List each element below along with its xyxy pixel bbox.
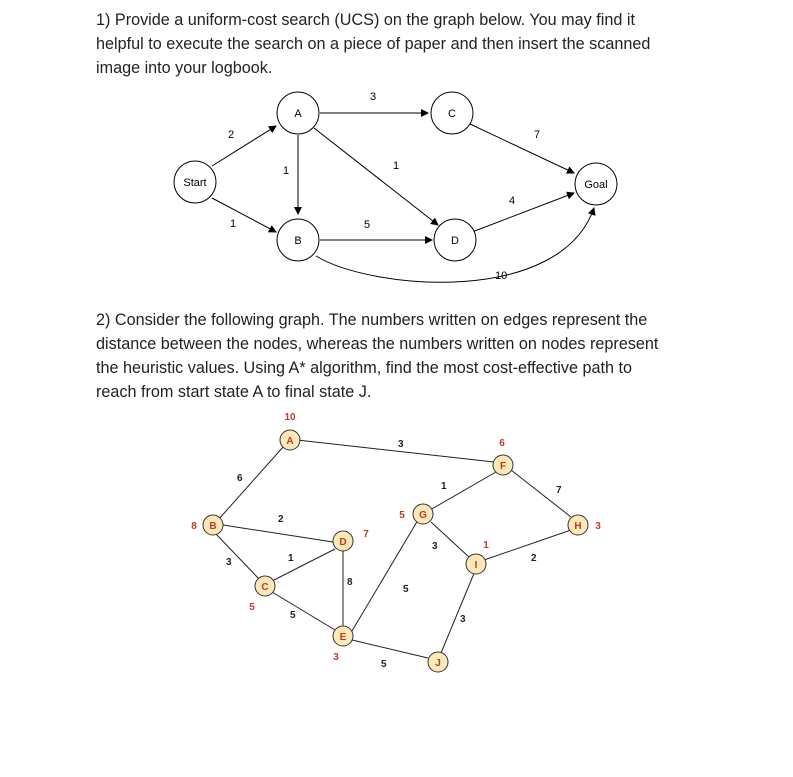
edge-f-g xyxy=(430,472,496,510)
node-h xyxy=(568,515,601,535)
edge-a-b xyxy=(218,446,284,520)
node-b-label: B xyxy=(209,521,217,532)
node-c-heuristic: 5 xyxy=(249,602,255,613)
node-h-heuristic: 3 xyxy=(595,521,601,532)
weight-b-d: 2 xyxy=(278,514,284,525)
node-start-label: Start xyxy=(183,177,207,189)
weight-a-b: 6 xyxy=(237,473,243,484)
ucs-graph xyxy=(174,91,617,282)
node-c xyxy=(249,576,275,613)
edge-d-goal xyxy=(472,193,574,232)
node-g xyxy=(399,504,433,524)
edge-g-i xyxy=(431,522,470,558)
weight-b-goal: 10 xyxy=(495,270,508,282)
weight-i-j: 3 xyxy=(460,614,466,625)
edge-a-d xyxy=(314,128,438,225)
node-b-label: B xyxy=(294,235,302,247)
node-d-label: D xyxy=(451,235,459,247)
weight-a-d: 1 xyxy=(393,160,400,172)
node-d-heuristic: 7 xyxy=(363,529,369,540)
node-i-heuristic: 1 xyxy=(483,540,489,551)
edge-a-f xyxy=(297,440,494,462)
node-b-heuristic: 8 xyxy=(191,521,197,532)
weight-g-i: 3 xyxy=(432,541,438,552)
edge-c-e xyxy=(272,592,335,630)
node-g-label: G xyxy=(419,510,427,521)
node-goal-label: Goal xyxy=(584,179,608,191)
node-i-label: I xyxy=(474,560,478,571)
question-2-line: the heuristic values. Using A* algorithm, find the most cost-effective path to xyxy=(96,359,632,377)
node-j-label: J xyxy=(435,658,441,669)
node-i xyxy=(466,540,489,574)
weight-d-goal: 4 xyxy=(509,195,516,207)
weight-a-c: 3 xyxy=(370,91,377,103)
node-f-label: F xyxy=(499,461,507,472)
edge-start-b xyxy=(212,198,276,232)
weight-a-b: 1 xyxy=(283,165,290,177)
question-1-line: image into your logbook. xyxy=(96,59,273,77)
edge-b-d xyxy=(223,525,333,542)
weight-e-j: 5 xyxy=(381,659,387,670)
node-a-heuristic: 10 xyxy=(284,412,296,423)
weight-b-d: 5 xyxy=(364,219,371,231)
weight-c-e: 5 xyxy=(290,610,296,621)
question-2-line: reach from start state A to final state J. xyxy=(96,383,372,401)
weight-start-a: 2 xyxy=(228,129,235,141)
edge-start-a xyxy=(212,126,276,166)
node-d xyxy=(434,219,476,261)
weight-c-d: 1 xyxy=(288,553,294,564)
question-2-text xyxy=(96,308,700,404)
weight-d-e: 8 xyxy=(347,577,353,588)
weight-f-g: 1 xyxy=(441,481,447,492)
edge-i-j xyxy=(441,571,475,653)
node-f xyxy=(493,438,513,475)
node-c xyxy=(431,92,473,134)
node-h-label: H xyxy=(574,521,582,532)
weight-a-f: 3 xyxy=(398,439,404,450)
weight-start-b: 1 xyxy=(230,218,237,230)
question-2-line: distance between the nodes, whereas the numbers written on nodes represent xyxy=(96,335,659,353)
node-d-label: D xyxy=(339,537,347,548)
node-b xyxy=(191,515,223,535)
weight-e-g: 5 xyxy=(403,584,409,595)
question-1-line: helpful to execute the search on a piece of paper and then insert the scanned xyxy=(96,35,651,53)
astar-graph xyxy=(191,412,601,672)
question-2-line: 2) Consider the following graph. The numbers written on edges represent the xyxy=(96,311,648,329)
node-goal xyxy=(575,163,617,205)
edge-h-i xyxy=(484,530,571,560)
node-start xyxy=(174,161,216,203)
weight-b-c: 3 xyxy=(226,557,232,568)
node-d xyxy=(333,529,369,551)
weight-h-i: 2 xyxy=(531,553,537,564)
edge-f-h xyxy=(511,470,571,517)
edge-c-goal xyxy=(470,124,574,173)
node-f-heuristic: 6 xyxy=(499,438,505,449)
node-a xyxy=(280,412,300,450)
question-1-line: 1) Provide a uniform-cost search (UCS) on the graph below. You may find it xyxy=(96,11,635,29)
edge-e-j xyxy=(352,640,428,658)
edge-b-c xyxy=(215,533,260,580)
node-e-heuristic: 3 xyxy=(333,652,339,663)
weight-f-h: 7 xyxy=(556,485,562,496)
node-j xyxy=(428,652,448,672)
node-a-label: A xyxy=(294,108,302,120)
node-c-label: C xyxy=(261,582,269,593)
node-e-label: E xyxy=(339,632,347,643)
edge-c-d xyxy=(272,549,335,581)
node-a xyxy=(277,92,319,134)
node-g-heuristic: 5 xyxy=(399,510,405,521)
node-b xyxy=(277,219,319,261)
node-e xyxy=(333,626,353,663)
weight-c-goal: 7 xyxy=(534,129,541,141)
edge-e-g xyxy=(352,520,418,631)
node-c-label: C xyxy=(448,108,456,120)
node-a-label: A xyxy=(286,436,294,447)
